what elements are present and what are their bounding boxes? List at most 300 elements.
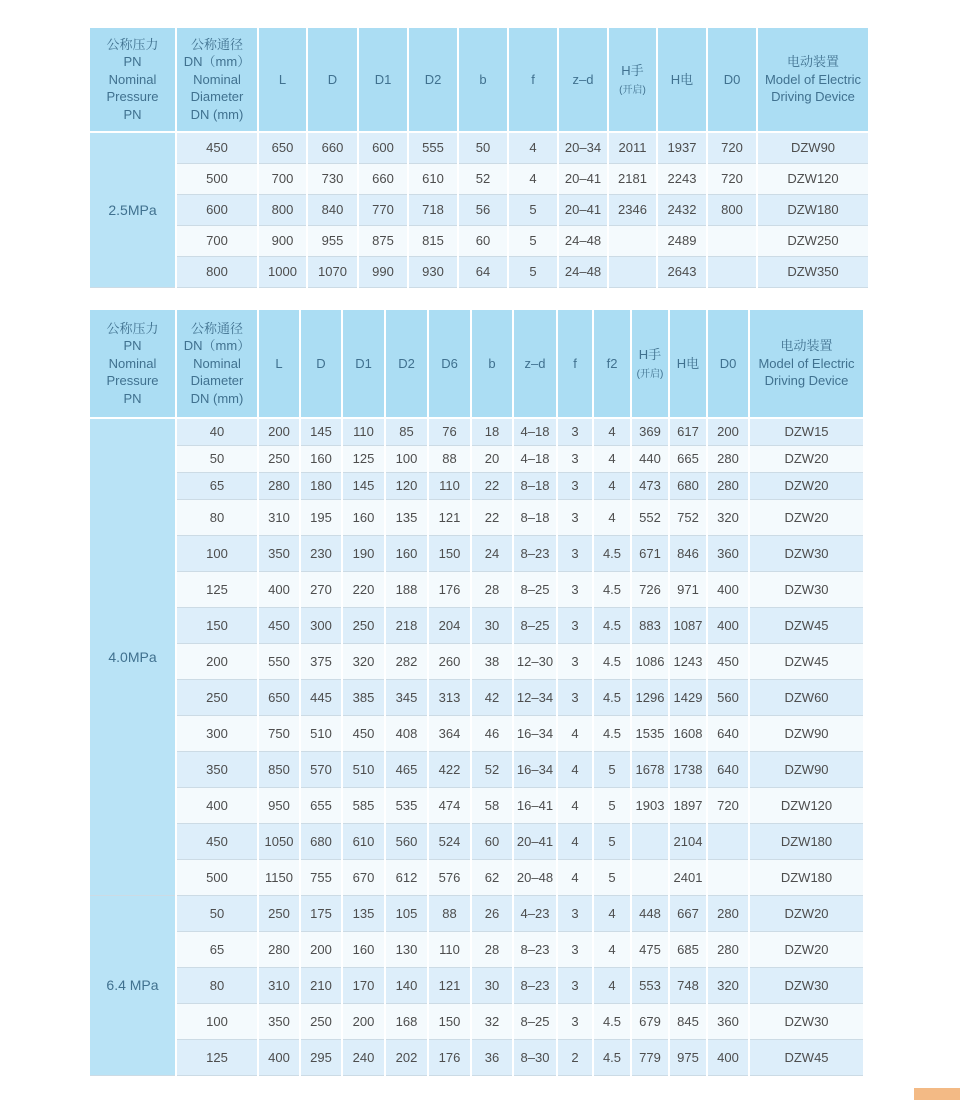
spec-value-cell: 473 (631, 472, 669, 499)
dn-cell: 65 (176, 472, 258, 499)
spec-value-cell: 660 (358, 163, 408, 194)
spec-value-cell (707, 225, 757, 256)
spec-value-cell: 140 (385, 967, 428, 1003)
column-header-D1: D1 (342, 310, 385, 418)
column-header-D2: D2 (385, 310, 428, 418)
spec-table-pn40-64 (88, 310, 865, 1076)
spec-value-cell: 18 (471, 418, 513, 445)
spec-value-cell: 553 (631, 967, 669, 1003)
spec-value-cell: 990 (358, 256, 408, 287)
spec-value-cell: 8–23 (513, 967, 557, 1003)
spec-value-cell: 50 (458, 132, 508, 163)
spec-value-cell: 4 (593, 418, 631, 445)
spec-value-cell: 60 (458, 225, 508, 256)
dn-cell: 50 (176, 445, 258, 472)
spec-value-cell: 204 (428, 607, 471, 643)
spec-value-cell: 110 (342, 418, 385, 445)
spec-value-cell: 779 (631, 1039, 669, 1075)
spec-value-cell (608, 256, 657, 287)
dn-cell: 80 (176, 499, 258, 535)
spec-value-cell: 840 (307, 194, 358, 225)
spec-value-cell: 1296 (631, 679, 669, 715)
table-row (89, 1003, 864, 1039)
column-header-hand-height: H手 (开启) (608, 28, 657, 132)
column-header-z-d: z–d (558, 28, 608, 132)
spec-value-cell: 5 (593, 787, 631, 823)
spec-value-cell: 2432 (657, 194, 707, 225)
pressure-group-label: 2.5MPa (89, 132, 176, 287)
spec-value-cell: 748 (669, 967, 707, 1003)
spec-value-cell: 4 (557, 859, 593, 895)
spec-value-cell: 46 (471, 715, 513, 751)
device-model-cell: DZW15 (749, 418, 864, 445)
spec-value-cell: 240 (342, 1039, 385, 1075)
spec-value-cell: 585 (342, 787, 385, 823)
spec-value-cell: 8–25 (513, 1003, 557, 1039)
spec-value-cell: 64 (458, 256, 508, 287)
spec-value-cell: 250 (342, 607, 385, 643)
spec-value-cell: 88 (428, 895, 471, 931)
spec-value-cell: 280 (258, 472, 300, 499)
dn-cell: 700 (176, 225, 258, 256)
spec-value-cell: 20–41 (513, 823, 557, 859)
spec-value-cell: 667 (669, 895, 707, 931)
spec-value-cell: 755 (300, 859, 342, 895)
spec-value-cell: 220 (342, 571, 385, 607)
spec-value-cell: 280 (707, 931, 749, 967)
spec-value-cell: 680 (300, 823, 342, 859)
spec-value-cell: 650 (258, 679, 300, 715)
spec-value-cell: 555 (408, 132, 458, 163)
spec-value-cell: 3 (557, 571, 593, 607)
dn-cell: 125 (176, 1039, 258, 1075)
spec-value-cell: 4.5 (593, 643, 631, 679)
spec-value-cell: 1738 (669, 751, 707, 787)
column-header-D2: D2 (408, 28, 458, 132)
spec-value-cell: 610 (408, 163, 458, 194)
table-row (89, 823, 864, 859)
spec-value-cell: 3 (557, 499, 593, 535)
spec-value-cell: 350 (258, 1003, 300, 1039)
spec-value-cell: 52 (458, 163, 508, 194)
device-model-cell: DZW250 (757, 225, 869, 256)
spec-value-cell: 1937 (657, 132, 707, 163)
table-row (89, 194, 869, 225)
dn-cell: 500 (176, 163, 258, 194)
spec-value-cell: 422 (428, 751, 471, 787)
device-model-cell: DZW350 (757, 256, 869, 287)
spec-value-cell: 24–48 (558, 225, 608, 256)
spec-value-cell: 320 (342, 643, 385, 679)
spec-value-cell: 218 (385, 607, 428, 643)
spec-value-cell: 3 (557, 967, 593, 1003)
device-model-cell: DZW20 (749, 472, 864, 499)
column-header-D6: D6 (428, 310, 471, 418)
column-header-b: b (471, 310, 513, 418)
spec-value-cell: 1678 (631, 751, 669, 787)
spec-value-cell: 30 (471, 607, 513, 643)
spec-value-cell: 150 (428, 535, 471, 571)
spec-value-cell: 670 (342, 859, 385, 895)
device-model-cell: DZW20 (749, 445, 864, 472)
spec-value-cell: 3 (557, 643, 593, 679)
spec-value-cell: 2 (557, 1039, 593, 1075)
spec-value-cell: 640 (707, 715, 749, 751)
spec-value-cell: 160 (342, 931, 385, 967)
spec-value-cell: 4–18 (513, 418, 557, 445)
spec-value-cell: 76 (428, 418, 471, 445)
dn-cell: 450 (176, 132, 258, 163)
pressure-group-label: 6.4 MPa (89, 895, 176, 1075)
spec-value-cell: 170 (342, 967, 385, 1003)
spec-value-cell: 250 (258, 445, 300, 472)
spec-value-cell: 3 (557, 607, 593, 643)
spec-value-cell: 650 (258, 132, 307, 163)
spec-value-cell: 100 (385, 445, 428, 472)
spec-value-cell: 1000 (258, 256, 307, 287)
spec-value-cell: 22 (471, 472, 513, 499)
spec-value-cell: 3 (557, 418, 593, 445)
spec-value-cell: 200 (258, 418, 300, 445)
spec-value-cell: 20–48 (513, 859, 557, 895)
dn-cell: 50 (176, 895, 258, 931)
spec-value-cell: 280 (258, 931, 300, 967)
spec-value-cell: 750 (258, 715, 300, 751)
spec-value-cell: 4 (557, 751, 593, 787)
spec-value-cell: 160 (342, 499, 385, 535)
spec-value-cell: 150 (428, 1003, 471, 1039)
spec-value-cell: 770 (358, 194, 408, 225)
table-row (89, 472, 864, 499)
spec-value-cell: 270 (300, 571, 342, 607)
spec-value-cell: 612 (385, 859, 428, 895)
spec-value-cell: 617 (669, 418, 707, 445)
dn-cell: 100 (176, 1003, 258, 1039)
spec-value-cell: 8–18 (513, 472, 557, 499)
device-model-cell: DZW180 (749, 859, 864, 895)
spec-value-cell: 145 (342, 472, 385, 499)
spec-value-cell: 176 (428, 1039, 471, 1075)
spec-value-cell: 679 (631, 1003, 669, 1039)
spec-value-cell: 680 (669, 472, 707, 499)
spec-value-cell: 2401 (669, 859, 707, 895)
dn-cell: 350 (176, 751, 258, 787)
device-model-cell: DZW45 (749, 607, 864, 643)
spec-value-cell: 56 (458, 194, 508, 225)
spec-value-cell (608, 225, 657, 256)
spec-value-cell: 726 (631, 571, 669, 607)
device-model-cell: DZW90 (749, 715, 864, 751)
table-row (89, 225, 869, 256)
column-header-electric-height: H电 (669, 310, 707, 418)
dn-cell: 65 (176, 931, 258, 967)
spec-value-cell: 120 (385, 472, 428, 499)
spec-value-cell (707, 859, 749, 895)
spec-value-cell: 350 (258, 535, 300, 571)
spec-value-cell: 408 (385, 715, 428, 751)
spec-value-cell: 1608 (669, 715, 707, 751)
spec-value-cell: 4.5 (593, 715, 631, 751)
spec-value-cell: 552 (631, 499, 669, 535)
spec-table-pn25 (88, 28, 870, 288)
spec-value-cell: 22 (471, 499, 513, 535)
column-header-D: D (307, 28, 358, 132)
spec-value-cell: 200 (342, 1003, 385, 1039)
spec-value-cell: 4 (593, 499, 631, 535)
device-model-cell: DZW120 (757, 163, 869, 194)
spec-value-cell: 450 (342, 715, 385, 751)
spec-value-cell: 4–18 (513, 445, 557, 472)
spec-value-cell: 720 (707, 163, 757, 194)
spec-value-cell: 110 (428, 931, 471, 967)
spec-value-cell: 202 (385, 1039, 428, 1075)
spec-value-cell: 1070 (307, 256, 358, 287)
column-header-D0: D0 (707, 28, 757, 132)
spec-value-cell: 720 (707, 787, 749, 823)
column-header-D1: D1 (358, 28, 408, 132)
spec-value-cell: 280 (707, 472, 749, 499)
spec-value-cell (631, 823, 669, 859)
dn-cell: 80 (176, 967, 258, 1003)
spec-value-cell: 62 (471, 859, 513, 895)
spec-value-cell: 2643 (657, 256, 707, 287)
spec-value-cell: 280 (707, 895, 749, 931)
spec-value-cell: 295 (300, 1039, 342, 1075)
spec-value-cell: 210 (300, 967, 342, 1003)
spec-value-cell (631, 859, 669, 895)
column-header-device: 电动装置 Model of Electric Driving Device (757, 28, 869, 132)
spec-value-cell: 24–48 (558, 256, 608, 287)
spec-value-cell: 4 (557, 823, 593, 859)
spec-value-cell: 1897 (669, 787, 707, 823)
header-row (89, 310, 864, 418)
device-model-cell: DZW30 (749, 967, 864, 1003)
spec-value-cell: 4 (557, 787, 593, 823)
spec-value-cell: 1150 (258, 859, 300, 895)
device-model-cell: DZW90 (749, 751, 864, 787)
spec-value-cell: 900 (258, 225, 307, 256)
table-pn25-container (88, 28, 870, 288)
spec-value-cell: 5 (508, 194, 558, 225)
spec-value-cell: 5 (593, 859, 631, 895)
spec-value-cell: 168 (385, 1003, 428, 1039)
spec-value-cell: 320 (707, 499, 749, 535)
spec-value-cell (707, 823, 749, 859)
spec-value-cell: 660 (307, 132, 358, 163)
column-header-electric-height: H电 (657, 28, 707, 132)
spec-value-cell: 4.5 (593, 1003, 631, 1039)
spec-value-cell: 280 (707, 445, 749, 472)
spec-value-cell: 450 (707, 643, 749, 679)
spec-value-cell: 38 (471, 643, 513, 679)
spec-value-cell: 8–25 (513, 607, 557, 643)
spec-value-cell: 16–34 (513, 715, 557, 751)
device-model-cell: DZW30 (749, 571, 864, 607)
spec-value-cell: 369 (631, 418, 669, 445)
dn-cell: 450 (176, 823, 258, 859)
device-model-cell: DZW180 (749, 823, 864, 859)
spec-value-cell: 16–34 (513, 751, 557, 787)
spec-value-cell: 930 (408, 256, 458, 287)
spec-value-cell: 36 (471, 1039, 513, 1075)
device-model-cell: DZW60 (749, 679, 864, 715)
table-row (89, 418, 864, 445)
spec-value-cell: 2243 (657, 163, 707, 194)
spec-value-cell: 28 (471, 571, 513, 607)
spec-value-cell: 42 (471, 679, 513, 715)
column-header-D0: D0 (707, 310, 749, 418)
table-row (89, 895, 864, 931)
dn-cell: 40 (176, 418, 258, 445)
dn-cell: 400 (176, 787, 258, 823)
spec-value-cell: 448 (631, 895, 669, 931)
spec-value-cell: 190 (342, 535, 385, 571)
spec-value-cell: 665 (669, 445, 707, 472)
column-header-hand-height: H手 (开启) (631, 310, 669, 418)
spec-value-cell: 130 (385, 931, 428, 967)
column-header-pressure: 公称压力 PN Nominal Pressure PN (89, 310, 176, 418)
spec-value-cell: 20–41 (558, 163, 608, 194)
column-header-subnote: (开启) (619, 84, 646, 96)
device-model-cell: DZW45 (749, 643, 864, 679)
table-row (89, 1039, 864, 1075)
spec-value-cell: 105 (385, 895, 428, 931)
table-row (89, 163, 869, 194)
spec-value-cell: 800 (707, 194, 757, 225)
spec-value-cell: 5 (593, 751, 631, 787)
spec-value-cell: 3 (557, 1003, 593, 1039)
spec-value-cell: 8–25 (513, 571, 557, 607)
dn-cell: 300 (176, 715, 258, 751)
spec-value-cell: 560 (707, 679, 749, 715)
spec-value-cell: 188 (385, 571, 428, 607)
spec-value-cell: 5 (508, 256, 558, 287)
table-row (89, 132, 869, 163)
spec-value-cell: 730 (307, 163, 358, 194)
spec-value-cell: 12–34 (513, 679, 557, 715)
spec-value-cell: 4 (508, 163, 558, 194)
column-header-f2: f2 (593, 310, 631, 418)
spec-value-cell: 26 (471, 895, 513, 931)
device-model-cell: DZW90 (757, 132, 869, 163)
spec-value-cell: 400 (258, 571, 300, 607)
spec-value-cell: 3 (557, 895, 593, 931)
spec-value-cell: 230 (300, 535, 342, 571)
column-header-L: L (258, 28, 307, 132)
spec-value-cell: 2011 (608, 132, 657, 163)
spec-value-cell: 4.5 (593, 535, 631, 571)
spec-value-cell: 610 (342, 823, 385, 859)
spec-value-cell: 510 (342, 751, 385, 787)
spec-value-cell: 4 (557, 715, 593, 751)
table-row (89, 499, 864, 535)
spec-value-cell: 20–41 (558, 194, 608, 225)
table-pn40-64-container (88, 310, 865, 1076)
spec-value-cell: 200 (707, 418, 749, 445)
spec-value-cell: 28 (471, 931, 513, 967)
spec-value-cell: 20–34 (558, 132, 608, 163)
column-header-pressure: 公称压力 PN Nominal Pressure PN (89, 28, 176, 132)
spec-value-cell: 846 (669, 535, 707, 571)
spec-value-cell: 4 (508, 132, 558, 163)
table-row (89, 571, 864, 607)
spec-value-cell: 52 (471, 751, 513, 787)
spec-value-cell: 4.5 (593, 607, 631, 643)
table-row (89, 256, 869, 287)
spec-value-cell: 400 (707, 571, 749, 607)
spec-value-cell: 125 (342, 445, 385, 472)
spec-value-cell: 950 (258, 787, 300, 823)
spec-value-cell: 875 (358, 225, 408, 256)
column-header-diameter: 公称通径 DN（mm） Nominal Diameter DN (mm) (176, 28, 258, 132)
table-row (89, 679, 864, 715)
spec-value-cell: 1243 (669, 643, 707, 679)
spec-value-cell: 510 (300, 715, 342, 751)
spec-value-cell: 8–30 (513, 1039, 557, 1075)
spec-value-cell: 1903 (631, 787, 669, 823)
dn-cell: 125 (176, 571, 258, 607)
table-row (89, 607, 864, 643)
spec-value-cell: 8–23 (513, 931, 557, 967)
spec-value-cell: 160 (385, 535, 428, 571)
spec-value-cell: 135 (342, 895, 385, 931)
spec-value-cell: 175 (300, 895, 342, 931)
dn-cell: 500 (176, 859, 258, 895)
table-row (89, 859, 864, 895)
spec-value-cell: 975 (669, 1039, 707, 1075)
spec-value-cell: 752 (669, 499, 707, 535)
device-model-cell: DZW30 (749, 535, 864, 571)
spec-value-cell: 671 (631, 535, 669, 571)
spec-value-cell: 16–41 (513, 787, 557, 823)
spec-value-cell: 88 (428, 445, 471, 472)
spec-value-cell: 1535 (631, 715, 669, 751)
spec-value-cell: 282 (385, 643, 428, 679)
spec-value-cell: 4–23 (513, 895, 557, 931)
spec-value-cell: 474 (428, 787, 471, 823)
spec-value-cell: 1087 (669, 607, 707, 643)
spec-value-cell: 250 (258, 895, 300, 931)
spec-value-cell: 815 (408, 225, 458, 256)
spec-value-cell: 718 (408, 194, 458, 225)
column-header-f: f (508, 28, 558, 132)
spec-value-cell: 570 (300, 751, 342, 787)
spec-value-cell: 85 (385, 418, 428, 445)
device-model-cell: DZW45 (749, 1039, 864, 1075)
spec-value-cell: 180 (300, 472, 342, 499)
spec-value-cell: 445 (300, 679, 342, 715)
spec-value-cell: 400 (707, 607, 749, 643)
spec-value-cell: 560 (385, 823, 428, 859)
spec-value-cell: 640 (707, 751, 749, 787)
table-row (89, 751, 864, 787)
column-header-z-d: z–d (513, 310, 557, 418)
spec-value-cell: 1050 (258, 823, 300, 859)
spec-value-cell: 195 (300, 499, 342, 535)
dn-cell: 150 (176, 607, 258, 643)
spec-value-cell: 1429 (669, 679, 707, 715)
spec-value-cell: 685 (669, 931, 707, 967)
spec-value-cell: 8–23 (513, 535, 557, 571)
spec-value-cell: 4 (593, 445, 631, 472)
spec-value-cell: 4 (593, 472, 631, 499)
spec-value-cell: 1086 (631, 643, 669, 679)
spec-value-cell: 4.5 (593, 571, 631, 607)
cutoff-orange-element (914, 1088, 960, 1100)
dn-cell: 250 (176, 679, 258, 715)
spec-value-cell: 58 (471, 787, 513, 823)
spec-value-cell: 121 (428, 499, 471, 535)
